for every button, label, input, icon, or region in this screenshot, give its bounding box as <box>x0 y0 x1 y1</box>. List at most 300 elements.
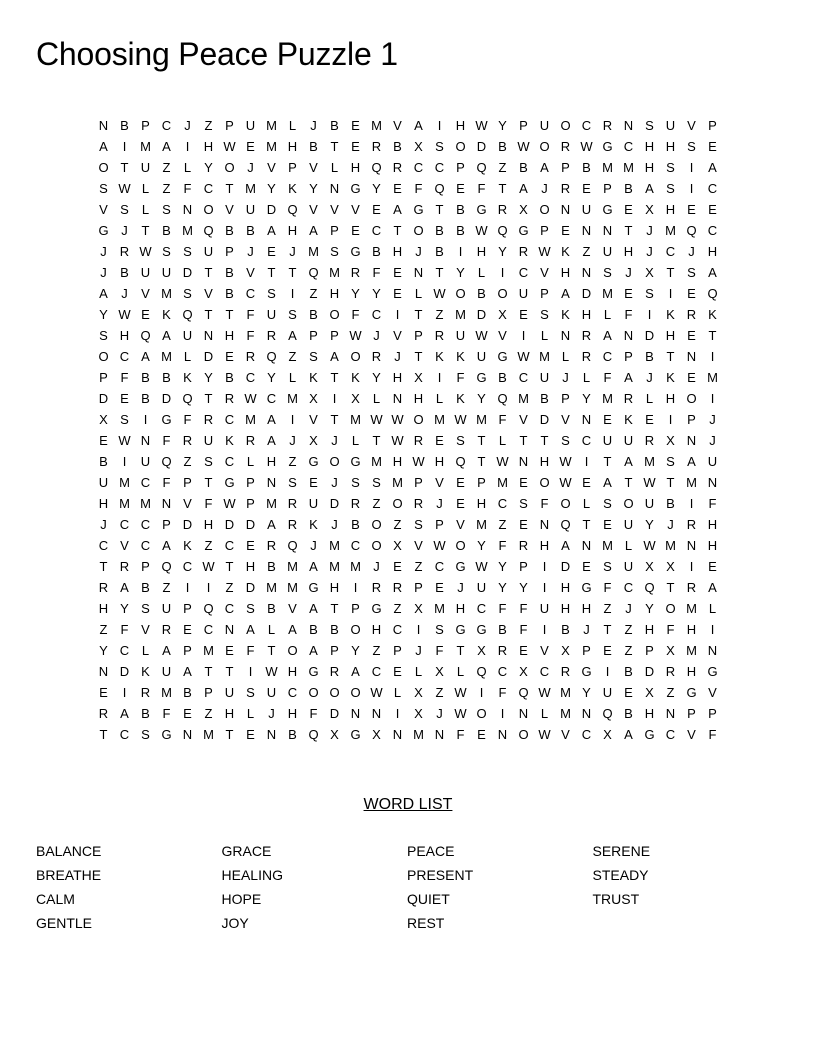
grid-letter: H <box>581 307 592 322</box>
grid-letter: D <box>644 664 655 679</box>
grid-letter: M <box>308 244 319 259</box>
word-list-item: STEADY <box>592 867 649 883</box>
grid-letter: E <box>393 286 402 301</box>
grid-letter: A <box>162 139 171 154</box>
grid-letter: S <box>687 265 696 280</box>
grid-letter: F <box>519 601 528 616</box>
grid-letter: O <box>476 706 487 721</box>
grid-letter: R <box>119 244 130 259</box>
grid-letter: V <box>456 517 465 532</box>
grid-letter: P <box>414 328 423 343</box>
grid-letter: M <box>287 559 298 574</box>
grid-row <box>93 220 723 241</box>
grid-letter: H <box>476 496 487 511</box>
grid-letter: L <box>246 706 255 721</box>
grid-letter: B <box>372 244 381 259</box>
grid-letter: M <box>476 412 487 427</box>
grid-letter: M <box>140 496 151 511</box>
grid-letter: O <box>98 160 109 175</box>
grid-letter: B <box>561 622 570 637</box>
grid-letter: Z <box>183 454 192 469</box>
grid-letter: P <box>330 328 339 343</box>
grid-letter: M <box>203 643 214 658</box>
grid-letter: W <box>223 496 236 511</box>
grid-letter: S <box>120 412 129 427</box>
grid-letter: F <box>540 496 549 511</box>
grid-letter: O <box>329 454 340 469</box>
grid-row <box>93 304 723 325</box>
grid-letter: J <box>436 706 443 721</box>
grid-letter: W <box>118 433 131 448</box>
grid-letter: E <box>120 391 129 406</box>
grid-letter: F <box>162 433 171 448</box>
grid-letter: X <box>414 685 423 700</box>
grid-letter: M <box>287 391 298 406</box>
grid-letter: B <box>624 181 633 196</box>
grid-letter: H <box>686 664 697 679</box>
grid-letter: X <box>435 664 444 679</box>
grid-letter: U <box>245 202 256 217</box>
grid-letter: B <box>582 160 591 175</box>
grid-letter: N <box>560 202 571 217</box>
word-list-item: SERENE <box>592 843 651 859</box>
grid-letter: X <box>309 433 318 448</box>
grid-letter: A <box>624 454 633 469</box>
grid-letter: Q <box>287 538 298 553</box>
grid-letter: A <box>288 622 297 637</box>
grid-letter: T <box>666 265 675 280</box>
grid-letter: Q <box>161 559 172 574</box>
grid-letter: D <box>539 412 550 427</box>
grid-letter: W <box>433 286 446 301</box>
grid-letter: P <box>225 244 234 259</box>
grid-letter: A <box>99 286 108 301</box>
grid-letter: H <box>413 391 424 406</box>
grid-letter: X <box>393 538 402 553</box>
grid-letter: N <box>161 496 172 511</box>
grid-letter: D <box>182 517 193 532</box>
grid-letter: M <box>602 538 613 553</box>
grid-letter: A <box>267 412 276 427</box>
grid-letter: Z <box>162 181 171 196</box>
grid-letter: G <box>707 664 718 679</box>
word-list-item: BALANCE <box>36 843 102 859</box>
grid-letter: R <box>161 622 172 637</box>
grid-letter: T <box>225 664 234 679</box>
grid-letter: G <box>602 202 613 217</box>
grid-letter: I <box>395 307 400 322</box>
grid-letter: Y <box>519 580 528 595</box>
grid-letter: E <box>393 265 402 280</box>
grid-letter: M <box>266 118 277 133</box>
grid-letter: J <box>688 244 695 259</box>
grid-letter: H <box>350 160 361 175</box>
word-list-heading: WORD LIST <box>363 796 453 813</box>
grid-row <box>93 367 723 388</box>
grid-letter: O <box>350 622 361 637</box>
grid-letter: M <box>287 580 298 595</box>
grid-letter: X <box>309 391 318 406</box>
grid-letter: R <box>560 181 571 196</box>
grid-letter: R <box>119 559 130 574</box>
grid-letter: M <box>350 412 361 427</box>
grid-letter: B <box>393 139 402 154</box>
grid-letter: E <box>99 433 108 448</box>
grid-letter: R <box>644 433 655 448</box>
grid-letter: E <box>687 286 696 301</box>
grid-letter: F <box>624 307 633 322</box>
grid-letter: H <box>539 538 550 553</box>
grid-letter: F <box>477 181 486 196</box>
grid-letter: J <box>100 244 107 259</box>
grid-letter: G <box>476 370 487 385</box>
grid-letter: L <box>183 349 192 364</box>
grid-letter: V <box>687 118 696 133</box>
grid-letter: O <box>203 202 214 217</box>
grid-letter: Z <box>435 685 444 700</box>
grid-letter: V <box>309 160 318 175</box>
grid-letter: L <box>141 643 150 658</box>
grid-letter: C <box>182 559 193 574</box>
grid-letter: O <box>392 496 403 511</box>
grid-letter: H <box>98 601 109 616</box>
grid-letter: K <box>561 244 570 259</box>
grid-letter: P <box>393 643 402 658</box>
grid-letter: J <box>373 559 380 574</box>
grid-letter: E <box>456 475 465 490</box>
grid-letter: H <box>644 160 655 175</box>
grid-letter: L <box>288 118 297 133</box>
grid-letter: N <box>140 433 151 448</box>
grid-letter: V <box>393 118 402 133</box>
grid-letter: X <box>561 643 570 658</box>
grid-letter: U <box>476 580 487 595</box>
grid-letter: K <box>435 349 444 364</box>
grid-letter: B <box>225 370 234 385</box>
grid-letter: S <box>183 244 192 259</box>
grid-letter: W <box>370 685 383 700</box>
grid-letter: D <box>245 517 256 532</box>
grid-letter: S <box>162 244 171 259</box>
grid-letter: B <box>162 370 171 385</box>
word-search-grid <box>93 115 723 745</box>
grid-letter: W <box>433 538 446 553</box>
grid-letter: P <box>309 328 318 343</box>
grid-letter: E <box>351 139 360 154</box>
grid-letter: A <box>708 160 717 175</box>
grid-letter: C <box>581 118 592 133</box>
grid-letter: M <box>119 496 130 511</box>
grid-letter: J <box>541 181 548 196</box>
grid-letter: E <box>645 412 654 427</box>
grid-letter: S <box>603 265 612 280</box>
grid-letter: S <box>666 454 675 469</box>
grid-letter: S <box>204 454 213 469</box>
grid-letter: P <box>708 706 717 721</box>
grid-row <box>93 346 723 367</box>
grid-letter: R <box>266 328 277 343</box>
grid-letter: J <box>289 433 296 448</box>
grid-letter: W <box>559 475 572 490</box>
grid-letter: K <box>666 307 675 322</box>
grid-letter: Z <box>498 517 507 532</box>
word-list-item: HEALING <box>221 867 283 883</box>
word-list <box>36 840 780 936</box>
grid-letter: R <box>686 307 697 322</box>
grid-letter: N <box>518 454 529 469</box>
grid-letter: R <box>518 538 529 553</box>
grid-letter: B <box>141 391 150 406</box>
grid-letter: L <box>582 496 591 511</box>
grid-letter: T <box>414 307 423 322</box>
grid-letter: X <box>351 391 360 406</box>
grid-letter: F <box>414 181 423 196</box>
grid-letter: X <box>519 202 528 217</box>
grid-letter: Y <box>477 538 486 553</box>
grid-letter: J <box>436 496 443 511</box>
grid-letter: H <box>392 370 403 385</box>
grid-letter: E <box>624 286 633 301</box>
grid-letter: C <box>602 349 613 364</box>
grid-letter: T <box>288 265 297 280</box>
grid-letter: M <box>644 454 655 469</box>
grid-letter: Q <box>371 160 382 175</box>
grid-letter: H <box>287 139 298 154</box>
grid-letter: W <box>538 685 551 700</box>
grid-letter: L <box>624 538 633 553</box>
grid-letter: W <box>475 223 488 238</box>
grid-letter: I <box>290 412 295 427</box>
grid-letter: G <box>455 622 466 637</box>
grid-letter: L <box>498 433 507 448</box>
grid-letter: F <box>183 412 192 427</box>
word-list-item: PEACE <box>407 843 455 859</box>
grid-letter: V <box>498 328 507 343</box>
grid-letter: C <box>581 727 592 742</box>
grid-letter: G <box>581 664 592 679</box>
grid-letter: L <box>708 601 717 616</box>
grid-letter: P <box>330 643 339 658</box>
grid-letter: C <box>266 391 277 406</box>
grid-letter: Y <box>645 601 654 616</box>
grid-letter: S <box>288 475 297 490</box>
grid-letter: P <box>183 643 192 658</box>
grid-letter: O <box>287 643 298 658</box>
grid-letter: P <box>645 643 654 658</box>
grid-letter: A <box>561 538 570 553</box>
grid-letter: Q <box>308 265 319 280</box>
grid-letter: W <box>517 139 530 154</box>
grid-letter: A <box>162 538 171 553</box>
grid-letter: E <box>477 727 486 742</box>
grid-letter: I <box>122 454 127 469</box>
grid-letter: I <box>185 139 190 154</box>
grid-letter: A <box>267 223 276 238</box>
grid-letter: K <box>309 517 318 532</box>
grid-letter: S <box>99 181 108 196</box>
grid-letter: D <box>560 559 571 574</box>
grid-letter: U <box>623 559 634 574</box>
grid-letter: J <box>373 328 380 343</box>
grid-letter: N <box>98 118 109 133</box>
grid-letter: S <box>99 328 108 343</box>
grid-letter: X <box>666 559 675 574</box>
grid-letter: T <box>477 433 486 448</box>
grid-letter: I <box>668 286 673 301</box>
grid-letter: E <box>603 412 612 427</box>
grid-letter: T <box>540 433 549 448</box>
grid-letter: H <box>266 454 277 469</box>
grid-letter: U <box>539 118 550 133</box>
grid-letter: M <box>686 475 697 490</box>
grid-letter: F <box>246 307 255 322</box>
grid-letter: J <box>667 517 674 532</box>
grid-letter: C <box>539 664 550 679</box>
grid-letter: V <box>246 265 255 280</box>
grid-letter: A <box>141 349 150 364</box>
grid-letter: N <box>392 391 403 406</box>
grid-letter: A <box>309 559 318 574</box>
grid-letter: P <box>141 559 150 574</box>
grid-letter: B <box>498 622 507 637</box>
grid-letter: S <box>456 433 465 448</box>
grid-row <box>93 283 723 304</box>
grid-row <box>93 472 723 493</box>
grid-letter: J <box>121 286 128 301</box>
grid-letter: C <box>434 160 445 175</box>
grid-letter: C <box>392 622 403 637</box>
grid-letter: B <box>309 139 318 154</box>
grid-letter: M <box>686 601 697 616</box>
grid-letter: M <box>161 685 172 700</box>
grid-letter: W <box>244 391 257 406</box>
grid-letter: J <box>415 244 422 259</box>
grid-letter: B <box>435 223 444 238</box>
grid-row <box>93 136 723 157</box>
grid-letter: B <box>624 706 633 721</box>
grid-letter: T <box>372 433 381 448</box>
grid-letter: F <box>246 643 255 658</box>
grid-letter: E <box>351 223 360 238</box>
grid-letter: R <box>413 433 424 448</box>
grid-letter: C <box>119 643 130 658</box>
grid-letter: T <box>204 391 213 406</box>
grid-letter: G <box>308 664 319 679</box>
grid-letter: P <box>183 475 192 490</box>
grid-letter: C <box>98 538 109 553</box>
grid-letter: L <box>351 433 360 448</box>
grid-letter: T <box>330 370 339 385</box>
grid-letter: A <box>351 664 360 679</box>
grid-letter: L <box>183 160 192 175</box>
grid-letter: Z <box>309 286 318 301</box>
grid-letter: A <box>393 202 402 217</box>
grid-letter: D <box>182 265 193 280</box>
grid-letter: S <box>603 496 612 511</box>
grid-letter: A <box>162 643 171 658</box>
grid-letter: C <box>581 433 592 448</box>
grid-letter: V <box>141 286 150 301</box>
grid-letter: U <box>266 685 277 700</box>
grid-letter: A <box>267 433 276 448</box>
grid-letter: U <box>308 496 319 511</box>
grid-letter: U <box>203 244 214 259</box>
grid-letter: N <box>497 727 508 742</box>
grid-letter: M <box>119 475 130 490</box>
grid-letter: I <box>353 580 358 595</box>
grid-letter: T <box>330 601 339 616</box>
grid-letter: S <box>246 601 255 616</box>
grid-letter: C <box>371 223 382 238</box>
grid-letter: V <box>288 601 297 616</box>
grid-letter: E <box>708 139 717 154</box>
grid-letter: S <box>120 202 129 217</box>
grid-letter: K <box>624 412 633 427</box>
grid-letter: R <box>560 664 571 679</box>
grid-letter: T <box>393 223 402 238</box>
grid-letter: N <box>266 727 277 742</box>
grid-letter: A <box>288 328 297 343</box>
grid-letter: I <box>332 391 337 406</box>
grid-letter: G <box>350 727 361 742</box>
grid-letter: W <box>643 538 656 553</box>
grid-letter: M <box>434 412 445 427</box>
grid-letter: T <box>435 265 444 280</box>
grid-letter: V <box>561 727 570 742</box>
grid-letter: M <box>161 349 172 364</box>
grid-letter: M <box>602 286 613 301</box>
grid-letter: T <box>267 265 276 280</box>
grid-letter: L <box>288 370 297 385</box>
grid-letter: J <box>310 538 317 553</box>
word-list-item: GRACE <box>221 843 272 859</box>
grid-letter: H <box>287 223 298 238</box>
grid-letter: C <box>518 370 529 385</box>
grid-letter: M <box>266 496 277 511</box>
grid-letter: L <box>393 685 402 700</box>
grid-letter: B <box>435 244 444 259</box>
grid-letter: F <box>708 727 717 742</box>
grid-letter: F <box>351 307 360 322</box>
grid-letter: T <box>603 622 612 637</box>
grid-letter: O <box>539 202 550 217</box>
grid-letter: N <box>581 265 592 280</box>
grid-letter: M <box>161 286 172 301</box>
grid-letter: W <box>412 454 425 469</box>
grid-letter: B <box>624 664 633 679</box>
grid-letter: Q <box>308 727 319 742</box>
grid-letter: Y <box>351 643 360 658</box>
grid-letter: I <box>437 370 442 385</box>
grid-letter: B <box>330 118 339 133</box>
grid-letter: V <box>393 328 402 343</box>
grid-letter: K <box>309 370 318 385</box>
grid-letter: P <box>204 685 213 700</box>
grid-letter: I <box>500 265 505 280</box>
grid-letter: C <box>140 475 151 490</box>
grid-letter: R <box>392 160 403 175</box>
grid-letter: A <box>120 706 129 721</box>
grid-letter: O <box>413 223 424 238</box>
grid-letter: N <box>203 328 214 343</box>
grid-letter: Q <box>203 223 214 238</box>
grid-letter: N <box>686 349 697 364</box>
grid-letter: I <box>248 664 253 679</box>
grid-letter: E <box>582 559 591 574</box>
grid-letter: I <box>437 118 442 133</box>
grid-letter: A <box>183 664 192 679</box>
grid-letter: G <box>497 349 508 364</box>
